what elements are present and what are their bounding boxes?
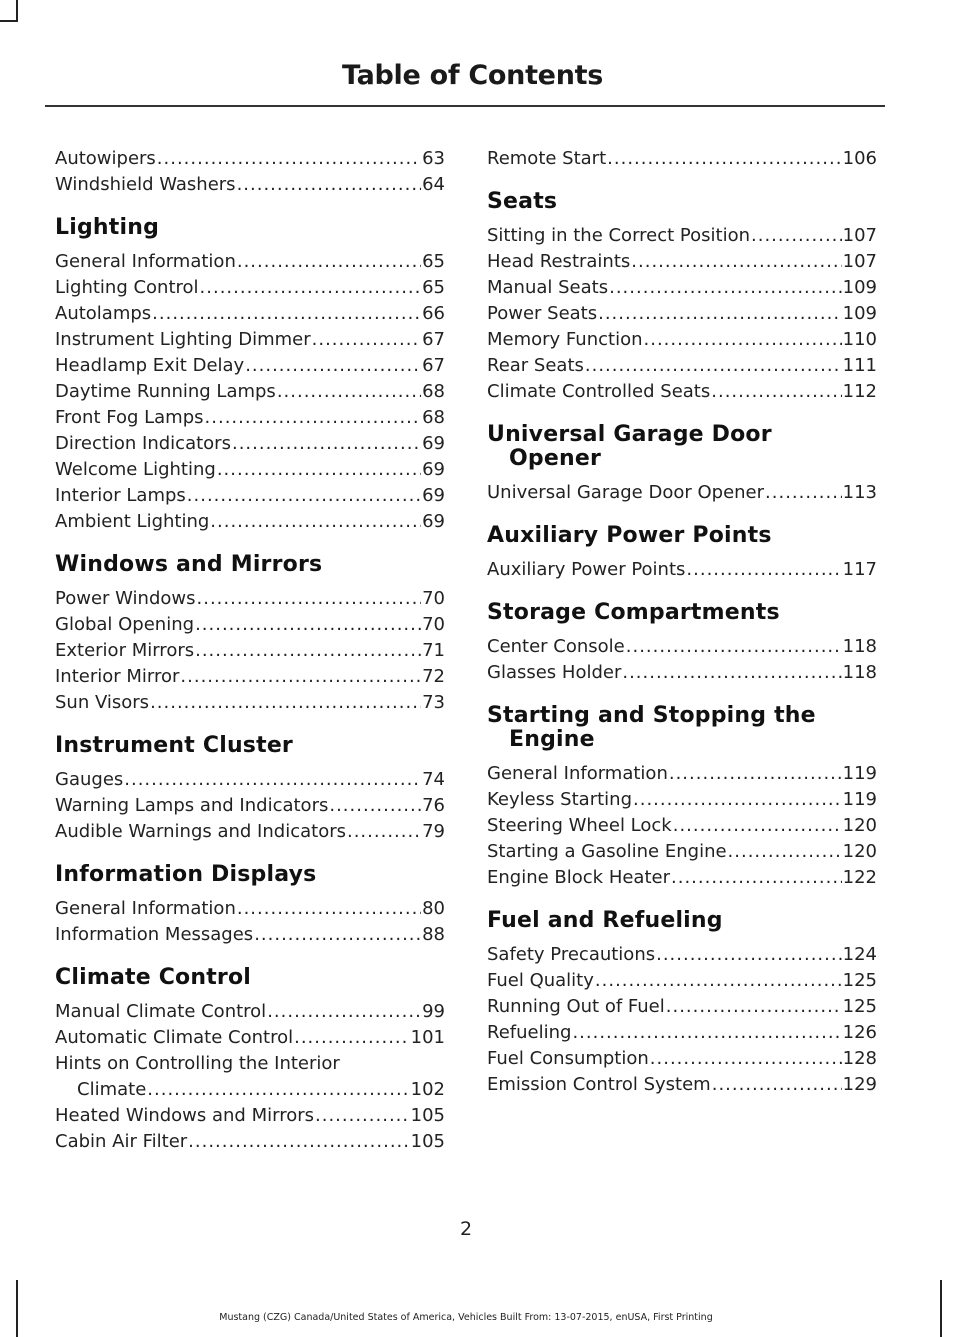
dot-leader — [329, 793, 421, 819]
dot-leader — [195, 638, 421, 664]
dot-leader — [315, 1103, 410, 1129]
toc-entry-title: Remote Start — [487, 148, 607, 169]
toc-page-number: 109 — [842, 277, 877, 298]
toc-page-number: 70 — [422, 614, 445, 635]
section-heading: Windows and Mirrors — [55, 552, 323, 577]
toc-entry-title: Safety Precautions — [487, 944, 656, 965]
section-heading: Climate Control — [55, 965, 252, 990]
toc-entry[interactable] — [487, 327, 877, 353]
toc-entry-title: Manual Climate Control — [55, 1001, 267, 1022]
toc-entry[interactable] — [55, 819, 445, 845]
toc-page-number: 99 — [422, 1001, 445, 1022]
toc-page-number: 120 — [842, 815, 877, 836]
dot-leader — [237, 896, 421, 922]
toc-page-number: 122 — [842, 867, 877, 888]
dot-leader — [187, 483, 421, 509]
dot-leader — [644, 327, 842, 353]
toc-entry[interactable] — [487, 223, 877, 249]
dot-leader — [622, 660, 841, 686]
section-heading: Information Displays — [55, 862, 317, 887]
toc-page-number: 88 — [422, 924, 445, 945]
toc-entry-title: Automatic Climate Control — [55, 1027, 294, 1048]
dot-leader — [607, 146, 841, 172]
dot-leader — [245, 353, 421, 379]
toc-entry[interactable] — [55, 457, 445, 483]
toc-page-number: 65 — [422, 277, 445, 298]
dot-leader — [633, 787, 842, 813]
toc-entry-title: General Information — [55, 898, 236, 919]
toc-entry[interactable] — [487, 660, 877, 686]
dot-leader — [237, 172, 422, 198]
dot-leader — [197, 586, 422, 612]
dot-leader — [237, 249, 421, 275]
toc-entry[interactable] — [487, 968, 877, 994]
toc-page-number: 64 — [422, 174, 445, 195]
toc-page-number: 72 — [422, 666, 445, 687]
toc-page-number: 118 — [842, 636, 877, 657]
toc-entry[interactable] — [487, 249, 877, 275]
toc-entry-title: Emission Control System — [487, 1074, 711, 1095]
section-heading: Seats — [487, 189, 558, 214]
toc-entry[interactable] — [55, 301, 445, 327]
dot-leader — [595, 968, 842, 994]
toc-page-number: 68 — [422, 407, 445, 428]
toc-entry-title: Memory Function — [487, 329, 643, 350]
toc-entry[interactable] — [55, 1051, 445, 1103]
toc-entry-title: Cabin Air Filter — [55, 1131, 188, 1152]
toc-entry[interactable] — [55, 379, 445, 405]
toc-entry[interactable] — [487, 379, 877, 405]
crop-mark — [16, 1280, 18, 1337]
toc-entry-title: Gauges — [55, 769, 124, 790]
toc-page-number: 119 — [842, 763, 877, 784]
toc-entry-title-cont: Climate — [77, 1079, 147, 1100]
toc-page-number: 107 — [842, 251, 877, 272]
dot-leader — [656, 942, 842, 968]
toc-entry-title: Headlamp Exit Delay — [55, 355, 245, 376]
toc-page-number: 110 — [842, 329, 877, 350]
toc-page-number: 63 — [422, 148, 445, 169]
toc-entry[interactable] — [55, 509, 445, 535]
dot-leader — [294, 1025, 410, 1051]
toc-page-number: 106 — [842, 148, 877, 169]
toc-entry[interactable] — [487, 761, 877, 787]
toc-entry-title: Fuel Quality — [487, 970, 594, 991]
section-heading: Lighting — [55, 215, 160, 240]
dot-leader — [217, 457, 421, 483]
dot-leader — [147, 1077, 409, 1103]
toc-entry-title: Interior Mirror — [55, 666, 180, 687]
dot-leader — [232, 431, 421, 457]
toc-entry[interactable] — [55, 431, 445, 457]
dot-leader — [671, 865, 842, 891]
toc-page-number: 102 — [410, 1079, 445, 1100]
dot-leader — [673, 813, 842, 839]
toc-entry-title: Climate Controlled Seats — [487, 381, 711, 402]
section-heading — [487, 704, 877, 752]
dot-leader — [157, 146, 421, 172]
section-heading: Fuel and Refueling — [487, 908, 723, 933]
toc-page-number: 113 — [842, 482, 877, 503]
toc-entry-title: Fuel Consumption — [487, 1048, 649, 1069]
section-heading-line: Starting and Stopping the — [487, 703, 816, 728]
toc-entry-title: Rear Seats — [487, 355, 584, 376]
toc-page-number: 105 — [410, 1131, 445, 1152]
toc-entry-title: Lighting Control — [55, 277, 199, 298]
toc-page-number: 109 — [842, 303, 877, 324]
toc-entry-title: Running Out of Fuel — [487, 996, 665, 1017]
section-heading: Auxiliary Power Points — [487, 523, 772, 548]
toc-entry[interactable] — [487, 942, 877, 968]
toc-entry[interactable] — [487, 146, 877, 172]
toc-page-number: 68 — [422, 381, 445, 402]
footer-text: Mustang (CZG) Canada/United States of America, Vehicles Built From: 13-07-2015, enUSA, First Printing — [219, 1312, 713, 1323]
toc-entry-title: Engine Block Heater — [487, 867, 670, 888]
toc-entry-title: Heated Windows and Mirrors — [55, 1105, 314, 1126]
toc-entry-title: Windshield Washers — [55, 174, 236, 195]
section-heading-line: Opener — [509, 446, 602, 471]
toc-entry-title: Global Opening — [55, 614, 195, 635]
toc-page-number: 79 — [422, 821, 445, 842]
toc-entry[interactable] — [55, 327, 445, 353]
toc-entry-title: Information Messages — [55, 924, 254, 945]
header-divider — [45, 105, 885, 107]
toc-entry[interactable] — [55, 405, 445, 431]
toc-entry[interactable] — [487, 634, 877, 660]
toc-entry-title: Glasses Holder — [487, 662, 622, 683]
toc-page-number: 101 — [410, 1027, 445, 1048]
dot-leader — [650, 1046, 842, 1072]
toc-entry[interactable] — [55, 275, 445, 301]
toc-page-number: 80 — [422, 898, 445, 919]
toc-page-number: 124 — [842, 944, 877, 965]
toc-entry[interactable] — [487, 480, 877, 506]
dot-leader — [609, 275, 842, 301]
toc-entry-title: Instrument Lighting Dimmer — [55, 329, 311, 350]
toc-entry[interactable] — [55, 1103, 445, 1129]
toc-entry-title: General Information — [487, 763, 668, 784]
toc-entry[interactable] — [55, 664, 445, 690]
toc-entry[interactable] — [55, 896, 445, 922]
toc-page-number: 125 — [842, 996, 877, 1017]
toc-page-number: 120 — [842, 841, 877, 862]
dot-leader — [686, 557, 841, 583]
section-heading: Storage Compartments — [487, 600, 780, 625]
toc-entry-title: Auxiliary Power Points — [487, 559, 686, 580]
toc-entry-title: Sitting in the Correct Position — [487, 225, 750, 246]
dot-leader — [711, 379, 841, 405]
toc-page-number: 117 — [842, 559, 877, 580]
toc-page-number: 65 — [422, 251, 445, 272]
dot-leader — [765, 480, 842, 506]
toc-entry-title: Sun Visors — [55, 692, 150, 713]
page-title: Table of Contents — [341, 60, 603, 91]
toc-entry-title: Starting a Gasoline Engine — [487, 841, 727, 862]
toc-column-right — [487, 146, 877, 1098]
toc-page-number: 119 — [842, 789, 877, 810]
toc-page-number: 70 — [422, 588, 445, 609]
toc-page-number: 71 — [422, 640, 445, 661]
toc-entry-title: Daytime Running Lamps — [55, 381, 276, 402]
toc-page-number: 69 — [422, 433, 445, 454]
toc-entry[interactable] — [55, 767, 445, 793]
section-heading-line: Engine — [509, 727, 595, 752]
toc-entry[interactable] — [487, 1020, 877, 1046]
dot-leader — [150, 690, 421, 716]
toc-entry-title: Universal Garage Door Opener — [487, 482, 765, 503]
dot-leader — [728, 839, 842, 865]
toc-entry-title: Ambient Lighting — [55, 511, 210, 532]
toc-entry-title: Front Fog Lamps — [55, 407, 204, 428]
toc-entry[interactable] — [487, 813, 877, 839]
dot-leader — [347, 819, 421, 845]
toc-page-number: 67 — [422, 329, 445, 350]
toc-page-number: 118 — [842, 662, 877, 683]
dot-leader — [631, 249, 841, 275]
toc-entry[interactable] — [487, 353, 877, 379]
toc-entry[interactable] — [55, 1025, 445, 1051]
dot-leader — [277, 379, 421, 405]
dot-leader — [312, 327, 421, 353]
toc-page-number: 126 — [842, 1022, 877, 1043]
dot-leader — [585, 353, 842, 379]
toc-entry-title: Exterior Mirrors — [55, 640, 195, 661]
toc-entry-title: Welcome Lighting — [55, 459, 216, 480]
toc-entry[interactable] — [55, 172, 445, 198]
section-heading — [487, 423, 877, 471]
dot-leader — [626, 634, 842, 660]
toc-entry[interactable] — [55, 999, 445, 1025]
toc-page-number: 112 — [842, 381, 877, 402]
toc-page-number: 69 — [422, 485, 445, 506]
toc-page-number: 73 — [422, 692, 445, 713]
toc-page-number: 105 — [410, 1105, 445, 1126]
toc-entry[interactable] — [487, 1046, 877, 1072]
dot-leader — [205, 405, 422, 431]
toc-page-number: 69 — [422, 459, 445, 480]
toc-entry-title: Interior Lamps — [55, 485, 186, 506]
toc-entry[interactable] — [55, 249, 445, 275]
dot-leader — [669, 761, 842, 787]
toc-entry-title: Manual Seats — [487, 277, 609, 298]
toc-entry[interactable] — [487, 301, 877, 327]
toc-entry-title: General Information — [55, 251, 236, 272]
toc-page-number: 107 — [842, 225, 877, 246]
toc-entry[interactable] — [55, 922, 445, 948]
toc-page-number: 125 — [842, 970, 877, 991]
toc-entry[interactable] — [55, 586, 445, 612]
toc-entry-title: Refueling — [487, 1022, 572, 1043]
toc-entry-title: Warning Lamps and Indicators — [55, 795, 329, 816]
toc-page-number: 76 — [422, 795, 445, 816]
toc-entry-title: Direction Indicators — [55, 433, 231, 454]
toc-entry-title: Center Console — [487, 636, 625, 657]
toc-entry[interactable] — [487, 865, 877, 891]
toc-page-number: 66 — [422, 303, 445, 324]
page-number: 2 — [459, 1218, 473, 1240]
toc-entry-title: Power Seats — [487, 303, 598, 324]
toc-entry-title: Audible Warnings and Indicators — [55, 821, 346, 842]
toc-entry[interactable] — [487, 275, 877, 301]
dot-leader — [180, 664, 421, 690]
toc-entry[interactable] — [487, 1072, 877, 1098]
crop-mark — [0, 20, 18, 22]
toc-column-left — [55, 146, 445, 1155]
toc-entry[interactable] — [55, 146, 445, 172]
toc-entry-title: Power Windows — [55, 588, 196, 609]
toc-entry-title: Steering Wheel Lock — [487, 815, 672, 836]
toc-page-number: 128 — [842, 1048, 877, 1069]
toc-entry[interactable] — [55, 638, 445, 664]
dot-leader — [751, 223, 842, 249]
dot-leader — [188, 1129, 409, 1155]
dot-leader — [712, 1072, 842, 1098]
dot-leader — [254, 922, 421, 948]
toc-page-number: 69 — [422, 511, 445, 532]
toc-page-number: 67 — [422, 355, 445, 376]
toc-entry[interactable] — [487, 839, 877, 865]
dot-leader — [210, 509, 421, 535]
dot-leader — [666, 994, 842, 1020]
dot-leader — [152, 301, 421, 327]
dot-leader — [598, 301, 842, 327]
toc-page-number: 111 — [842, 355, 877, 376]
toc-entry[interactable] — [55, 690, 445, 716]
crop-mark — [940, 1280, 942, 1337]
dot-leader — [200, 275, 422, 301]
dot-leader — [195, 612, 421, 638]
toc-entry[interactable] — [55, 483, 445, 509]
dot-leader — [572, 1020, 841, 1046]
dot-leader — [124, 767, 421, 793]
toc-entry-title: Autowipers — [55, 148, 156, 169]
toc-entry-title: Autolamps — [55, 303, 152, 324]
toc-page-number: 74 — [422, 769, 445, 790]
toc-entry-title: Keyless Starting — [487, 789, 632, 810]
toc-entry-title: Hints on Controlling the Interior — [55, 1053, 340, 1074]
section-heading: Instrument Cluster — [55, 733, 293, 758]
toc-entry[interactable] — [487, 787, 877, 813]
toc-page-number: 129 — [842, 1074, 877, 1095]
toc-entry[interactable] — [55, 353, 445, 379]
toc-entry[interactable] — [55, 1129, 445, 1155]
section-heading-line: Universal Garage Door — [487, 422, 772, 447]
toc-entry[interactable] — [55, 793, 445, 819]
toc-entry[interactable] — [487, 994, 877, 1020]
crop-mark — [16, 0, 18, 20]
toc-entry[interactable] — [487, 557, 877, 583]
toc-entry[interactable] — [55, 612, 445, 638]
dot-leader — [267, 999, 421, 1025]
toc-entry-title: Head Restraints — [487, 251, 631, 272]
